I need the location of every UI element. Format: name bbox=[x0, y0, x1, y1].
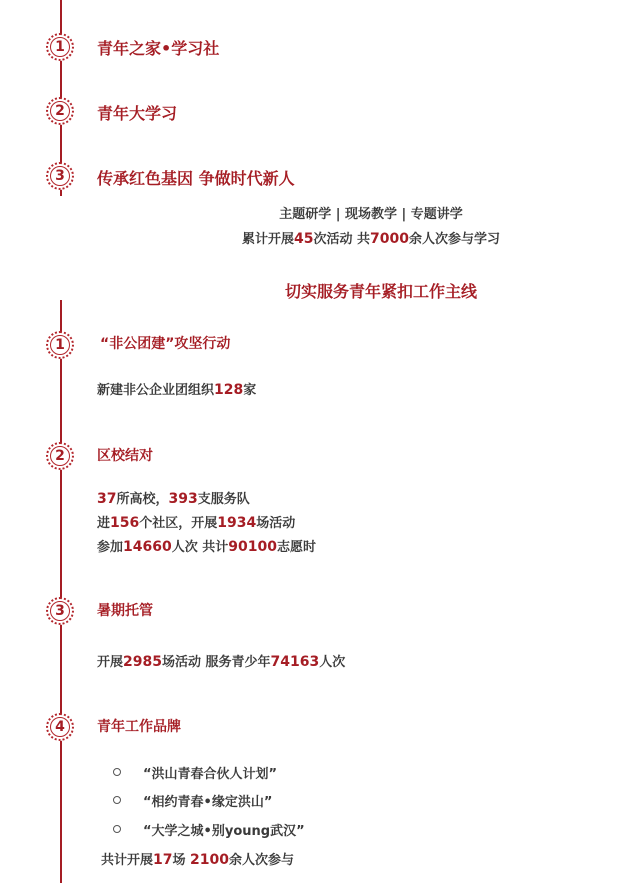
item2-stat-line3: 参加14660人次 共计90100志愿时 bbox=[97, 539, 316, 555]
section-title: 切实服务青年紧扣工作主线 bbox=[284, 282, 477, 301]
bullet-icon bbox=[113, 768, 121, 776]
bullet-icon bbox=[113, 825, 121, 833]
top-item-title: 传承红色基因 争做时代新人 bbox=[97, 169, 295, 188]
step-number-badge: 1 bbox=[46, 33, 74, 61]
item-title: “非公团建”攻坚行动 bbox=[100, 336, 231, 352]
step-number-badge: 3 bbox=[46, 597, 74, 625]
step-number-badge: 4 bbox=[46, 713, 74, 741]
timeline-line-bottom bbox=[60, 300, 62, 883]
item-title: 区校结对 bbox=[97, 448, 153, 464]
item-title: 青年工作品牌 bbox=[97, 719, 181, 735]
top-item-title: 青年大学习 bbox=[97, 104, 178, 123]
brand-list-item: “洪山青春合伙人计划” bbox=[113, 763, 277, 782]
step-number-badge: 2 bbox=[46, 97, 74, 125]
summary-methods: 主题研学 | 现场教学 | 专题讲学 bbox=[279, 207, 463, 222]
top-item-title: 青年之家•学习社 bbox=[97, 39, 220, 58]
step-number-badge: 3 bbox=[46, 162, 74, 190]
step-number-badge: 1 bbox=[46, 331, 74, 359]
item1-stat: 新建非公企业团组织128家 bbox=[97, 382, 257, 398]
brand-summary: 共计开展17场 2100余人次参与 bbox=[101, 852, 295, 868]
summary-stats: 累计开展45次活动 共7000余人次参与学习 bbox=[241, 231, 500, 247]
bullet-icon bbox=[113, 796, 121, 804]
step-number-badge: 2 bbox=[46, 442, 74, 470]
item2-stat-line2: 进156个社区，开展1934场活动 bbox=[97, 515, 296, 531]
item3-stat: 开展2985场活动 服务青少年74163人次 bbox=[97, 654, 346, 670]
item-title: 暑期托管 bbox=[97, 603, 153, 619]
brand-list-item: “大学之城•别young武汉” bbox=[113, 820, 305, 839]
item2-stat-line1: 37所高校，393支服务队 bbox=[97, 491, 250, 507]
brand-list-item: “相约青春•缘定洪山” bbox=[113, 791, 272, 810]
